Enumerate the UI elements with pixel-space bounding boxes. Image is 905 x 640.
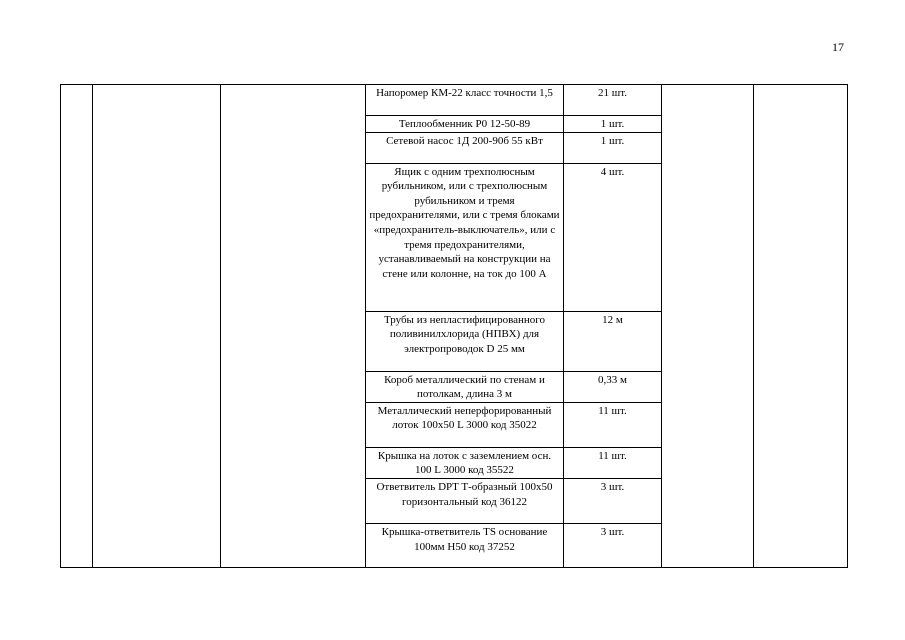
material-quantity: 1 шт. xyxy=(600,118,625,130)
material-name-cell xyxy=(366,478,564,523)
material-quantity: 0,33 м xyxy=(598,373,627,386)
material-quantity-cell xyxy=(564,478,662,523)
material-name-cell xyxy=(366,85,564,116)
column-extra-2-cell xyxy=(754,85,848,568)
column-number-cell xyxy=(61,85,93,568)
material-name: Крышка-ответвитель TS основание 100мм Н50 код 37252 xyxy=(381,525,548,553)
material-name-cell xyxy=(366,116,564,133)
material-name-cell xyxy=(366,447,564,478)
material-quantity: 3 шт. xyxy=(600,525,625,538)
column-extra-1-cell xyxy=(662,85,754,568)
material-quantity-cell xyxy=(564,311,662,371)
material-name-cell xyxy=(366,163,564,311)
material-name-cell xyxy=(366,523,564,567)
material-name: Короб металлический по стенам и потолкам, длина 3 м xyxy=(384,373,545,401)
material-quantity: 21 шт. xyxy=(598,87,627,99)
page-number: 17 xyxy=(832,40,844,54)
material-name: Сетевой насос 1Д 200-90б 55 кВт xyxy=(386,134,543,147)
specification-table xyxy=(60,84,848,568)
material-name: Крышка на лоток с заземлением осн. 100 L 3000 код 35522 xyxy=(377,449,552,477)
material-quantity: 4 шт. xyxy=(600,165,625,178)
material-name: Металлический неперфорированный лоток 100х50 L 3000 код 35022 xyxy=(377,404,552,432)
material-quantity-cell xyxy=(564,523,662,567)
material-quantity: 11 шт. xyxy=(598,404,627,417)
material-quantity-cell xyxy=(564,371,662,402)
column-unit-cell xyxy=(221,85,366,568)
table-row xyxy=(61,85,848,116)
material-quantity: 3 шт. xyxy=(600,480,625,493)
material-name: Ответвитель DPT Т-образный 100х50 горизонтальный код 36122 xyxy=(376,480,553,508)
material-quantity-cell xyxy=(564,85,662,116)
material-quantity-cell xyxy=(564,402,662,447)
material-name: Теплообменник Р0 12-50-89 xyxy=(398,118,531,130)
material-name-cell xyxy=(366,311,564,371)
material-name-cell xyxy=(366,402,564,447)
material-name: Ящик с одним трехполюсным рубильником, или с трехполюсным рубильником и тремя предохранителями, или с тремя блоками «предохранитель-выключатель», или с тремя предохранителями, устанавливаемый на конструкции на стене или колонне, на ток до 100 А xyxy=(369,165,560,280)
material-quantity-cell xyxy=(564,132,662,163)
column-work-name-cell xyxy=(93,85,221,568)
material-name: Напоромер КМ-22 класс точности 1,5 xyxy=(376,87,553,99)
material-name-cell xyxy=(366,132,564,163)
material-quantity-cell xyxy=(564,163,662,311)
material-name: Трубы из непластифицированного поливинилхлорида (НПВХ) для электропроводок D 25 мм xyxy=(383,313,546,355)
material-quantity: 1 шт. xyxy=(600,134,625,147)
material-quantity-cell xyxy=(564,116,662,133)
material-quantity: 11 шт. xyxy=(598,449,627,462)
material-name-cell xyxy=(366,371,564,402)
material-quantity-cell xyxy=(564,447,662,478)
material-quantity: 12 м xyxy=(602,313,623,326)
